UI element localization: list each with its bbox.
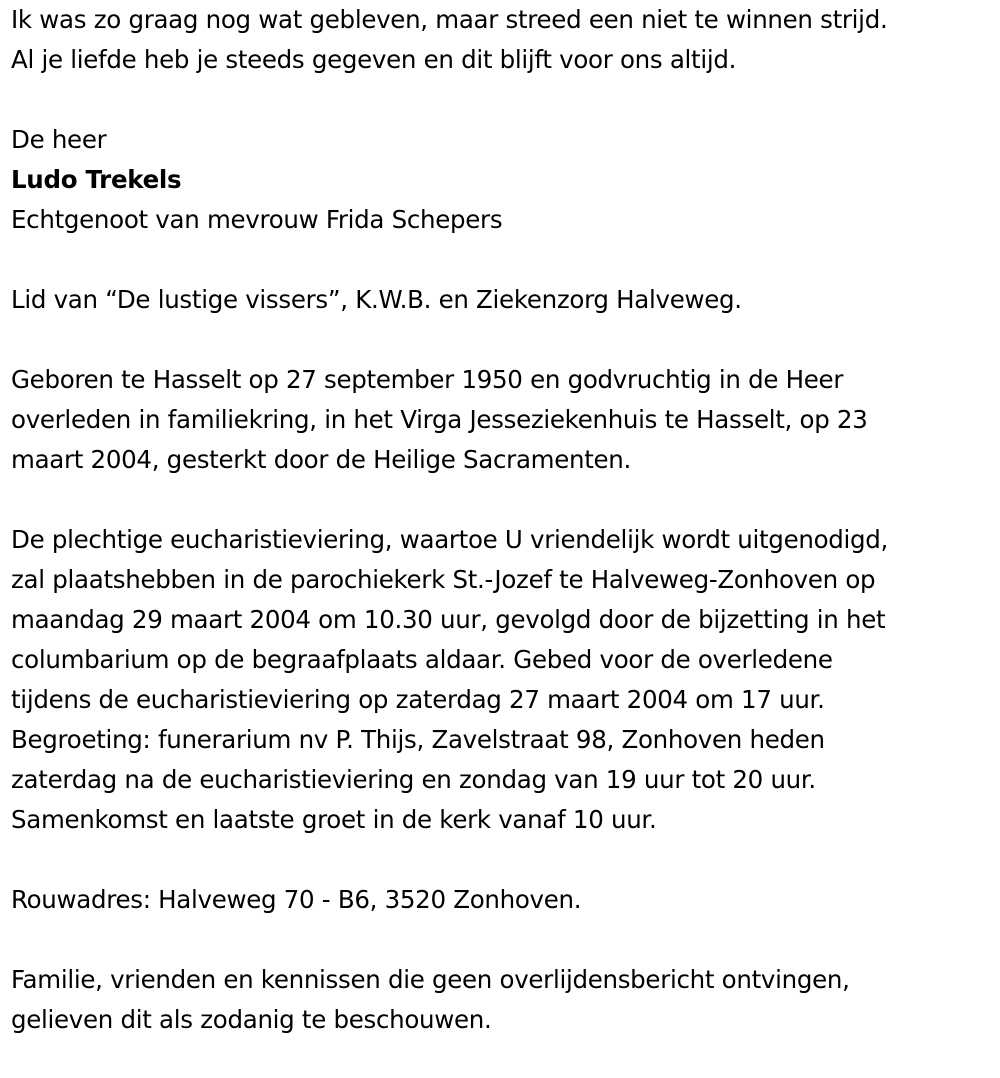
deceased-spouse: Echtgenoot van mevrouw Frida Schepers [11, 205, 503, 234]
birth-death-block [11, 360, 996, 480]
ceremony-block [11, 520, 996, 840]
birth-death-line: maart 2004, gesterkt door de Heilige Sacramenten. [11, 445, 632, 474]
notice-line: gelieven dit als zodanig te beschouwen. [11, 1005, 492, 1034]
ceremony-line: maandag 29 maart 2004 om 10.30 uur, gevolgd door de bijzetting in het [11, 605, 886, 634]
verse-line: Al je liefde heb je steeds gegeven en dit blijft voor ons altijd. [11, 45, 737, 74]
notice-block [11, 960, 996, 1040]
ceremony-line: columbarium op de begraafplaats aldaar. Gebed voor de overledene [11, 645, 833, 674]
verse-block [11, 0, 996, 80]
ceremony-line: Samenkomst en laatste groet in de kerk vanaf 10 uur. [11, 805, 657, 834]
birth-death-line: Geboren te Hasselt op 27 september 1950 en godvruchtig in de Heer [11, 365, 844, 394]
ceremony-line: zaterdag na de eucharistieviering en zondag van 19 uur tot 20 uur. [11, 765, 816, 794]
obituary-document [11, 0, 996, 1040]
membership-line: Lid van “De lustige vissers”, K.W.B. en Ziekenzorg Halveweg. [11, 285, 742, 314]
ceremony-line: tijdens de eucharistieviering op zaterdag 27 maart 2004 om 17 uur. [11, 685, 825, 714]
ceremony-line: De plechtige eucharistieviering, waartoe U vriendelijk wordt uitgenodigd, [11, 525, 889, 554]
deceased-name: Ludo Trekels [11, 165, 182, 194]
spacer [11, 320, 996, 360]
address-block [11, 880, 996, 920]
membership-block [11, 280, 996, 320]
spacer [11, 240, 996, 280]
ceremony-line: zal plaatshebben in de parochiekerk St.-Jozef te Halveweg-Zonhoven op [11, 565, 876, 594]
birth-death-line: overleden in familiekring, in het Virga Jesseziekenhuis te Hasselt, op 23 [11, 405, 868, 434]
notice-line: Familie, vrienden en kennissen die geen overlijdensbericht ontvingen, [11, 965, 850, 994]
deceased-block [11, 120, 996, 240]
spacer [11, 840, 996, 880]
spacer [11, 920, 996, 960]
deceased-title: De heer [11, 125, 107, 154]
spacer [11, 480, 996, 520]
address-line: Rouwadres: Halveweg 70 - B6, 3520 Zonhoven. [11, 885, 582, 914]
ceremony-line: Begroeting: funerarium nv P. Thijs, Zavelstraat 98, Zonhoven heden [11, 725, 825, 754]
spacer [11, 80, 996, 120]
verse-line: Ik was zo graag nog wat gebleven, maar streed een niet te winnen strijd. [11, 5, 888, 34]
